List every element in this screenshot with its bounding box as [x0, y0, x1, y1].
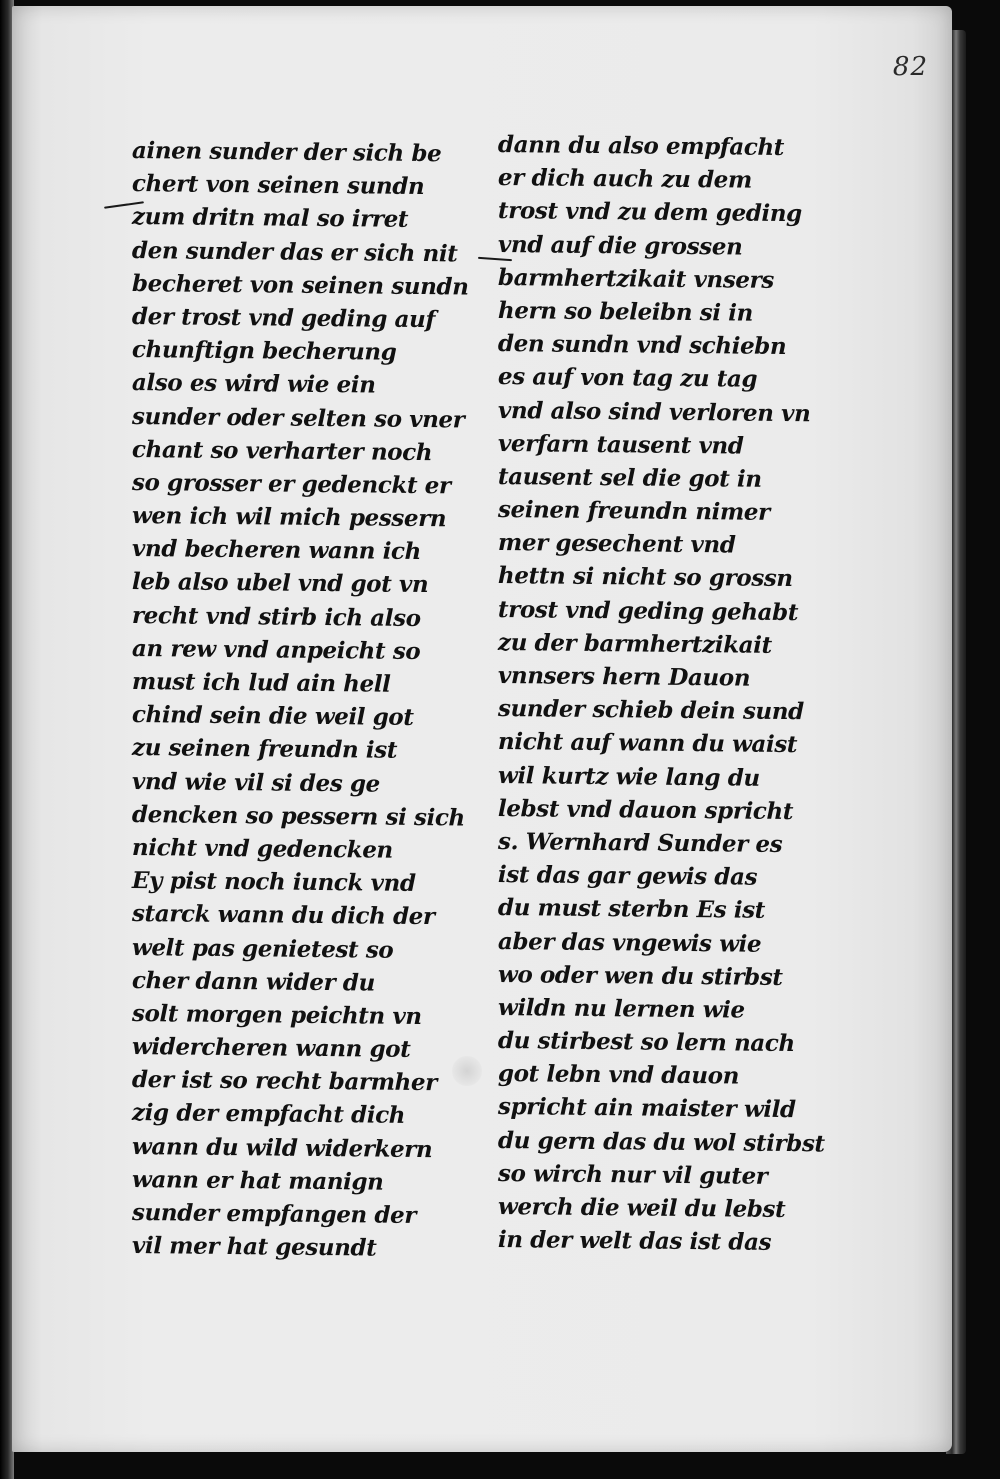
- right-column-line: du gern das du wol stirbst: [497, 1126, 825, 1158]
- left-column-line: der trost vnd geding auf: [131, 302, 436, 334]
- left-column-line: wann du wild widerkern: [131, 1132, 433, 1163]
- left-column-line: vnd wie vil si des ge: [131, 767, 381, 798]
- right-column-line: den sundn vnd schiebn: [497, 330, 787, 361]
- left-column-line: chunftign becherung: [131, 336, 397, 366]
- left-column-line: den sunder das er sich nit: [131, 236, 458, 267]
- right-column-line: tausent sel die got in: [497, 462, 762, 493]
- left-column-line: so grosser er gedenckt er: [131, 468, 451, 500]
- right-column-line: dann du also empfacht: [497, 131, 785, 161]
- left-column-line: sunder empfangen der: [131, 1199, 417, 1229]
- right-column-line: aber das vngewis wie: [497, 927, 762, 958]
- right-column-line: in der welt das ist das: [497, 1226, 772, 1257]
- right-column-line: wil kurtz wie lang du: [497, 761, 760, 792]
- left-column-line: ainen sunder der sich be: [131, 137, 442, 168]
- left-column-line: wen ich wil mich pessern: [131, 502, 447, 533]
- left-column-line: vil mer hat gesundt: [131, 1232, 377, 1262]
- text-column-left: [132, 134, 472, 1262]
- right-column-line: werch die weil du lebst: [497, 1193, 786, 1224]
- left-column-line: solt morgen peichtn vn: [131, 999, 422, 1030]
- right-column-line: ist das gar gewis das: [497, 861, 758, 891]
- left-column-line: chant so verharter noch: [131, 435, 433, 466]
- right-column-line: sunder schieb dein sund: [497, 695, 804, 726]
- right-column-line: hern so beleibn si in: [497, 296, 754, 327]
- left-column-line: der ist so recht barmher: [131, 1066, 438, 1097]
- right-column-line: trost vnd zu dem geding: [497, 197, 802, 228]
- left-column-line: leb also ubel vnd got vn: [131, 568, 429, 599]
- left-column-line: wann er hat manign: [131, 1165, 384, 1196]
- right-column-line: hettn si nicht so grossn: [497, 562, 793, 593]
- right-column-line: trost vnd geding gehabt: [497, 595, 799, 626]
- folio-number: 82: [892, 52, 928, 82]
- left-column-line: also es wird wie ein: [131, 369, 376, 399]
- left-column-line: zum dritn mal so irret: [131, 203, 409, 234]
- left-column-line: vnd becheren wann ich: [131, 535, 422, 566]
- left-column-line: an rew vnd anpeicht so: [131, 634, 421, 665]
- right-column-line: verfarn tausent vnd: [497, 429, 744, 460]
- left-column-line: sunder oder selten so vner: [131, 402, 465, 433]
- right-column-line: spricht ain maister wild: [497, 1093, 796, 1124]
- right-column-line: vnd also sind verloren vn: [497, 396, 811, 427]
- right-column-line: zu der barmhertzikait: [497, 628, 772, 659]
- right-column-line: got lebn vnd dauon: [497, 1060, 740, 1090]
- right-column-line: vnnsers hern Dauon: [497, 662, 751, 692]
- right-column-line: wildn nu lernen wie: [497, 993, 745, 1024]
- right-column-line: barmhertzikait vnsers: [497, 263, 775, 294]
- right-column-line: s. Wernhard Sunder es: [497, 827, 783, 858]
- text-column-right: [498, 128, 828, 1256]
- right-column-line: nicht auf wann du waist: [497, 728, 798, 759]
- right-column-line: so wirch nur vil guter: [497, 1159, 768, 1190]
- left-column-line: starck wann du dich der: [131, 900, 435, 931]
- left-column-line: becheret von seinen sundn: [131, 269, 469, 301]
- left-column-line: zu seinen freundn ist: [131, 734, 398, 765]
- left-column-line: nicht vnd gedencken: [131, 833, 393, 864]
- left-column-line: welt pas genietest so: [131, 933, 394, 964]
- left-column-line: chert von seinen sundn: [131, 170, 425, 201]
- right-column-line: du must sterbn Es ist: [497, 894, 766, 925]
- right-column-line: seinen freundn nimer: [497, 496, 770, 526]
- right-column-line: wo oder wen du stirbst: [497, 960, 783, 991]
- left-column-line: recht vnd stirb ich also: [131, 601, 421, 632]
- right-column-line: lebst vnd dauon spricht: [497, 794, 794, 825]
- left-column-line: zig der empfacht dich: [131, 1099, 406, 1130]
- left-column-line: cher dann wider du: [131, 966, 376, 997]
- left-column-line: widercheren wann got: [131, 1033, 411, 1063]
- left-column-line: Ey pist noch iunck vnd: [131, 867, 416, 898]
- left-column-line: must ich lud ain hell: [131, 668, 391, 698]
- right-column-line: mer gesechent vnd: [497, 529, 736, 559]
- right-column-line: er dich auch zu dem: [497, 164, 753, 194]
- left-column-line: dencken so pessern si sich: [131, 800, 465, 832]
- right-column-line: es auf von tag zu tag: [497, 363, 758, 394]
- right-column-line: vnd auf die grossen: [497, 230, 743, 261]
- left-column-line: chind sein die weil got: [131, 701, 414, 732]
- right-column-line: du stirbest so lern nach: [497, 1027, 795, 1058]
